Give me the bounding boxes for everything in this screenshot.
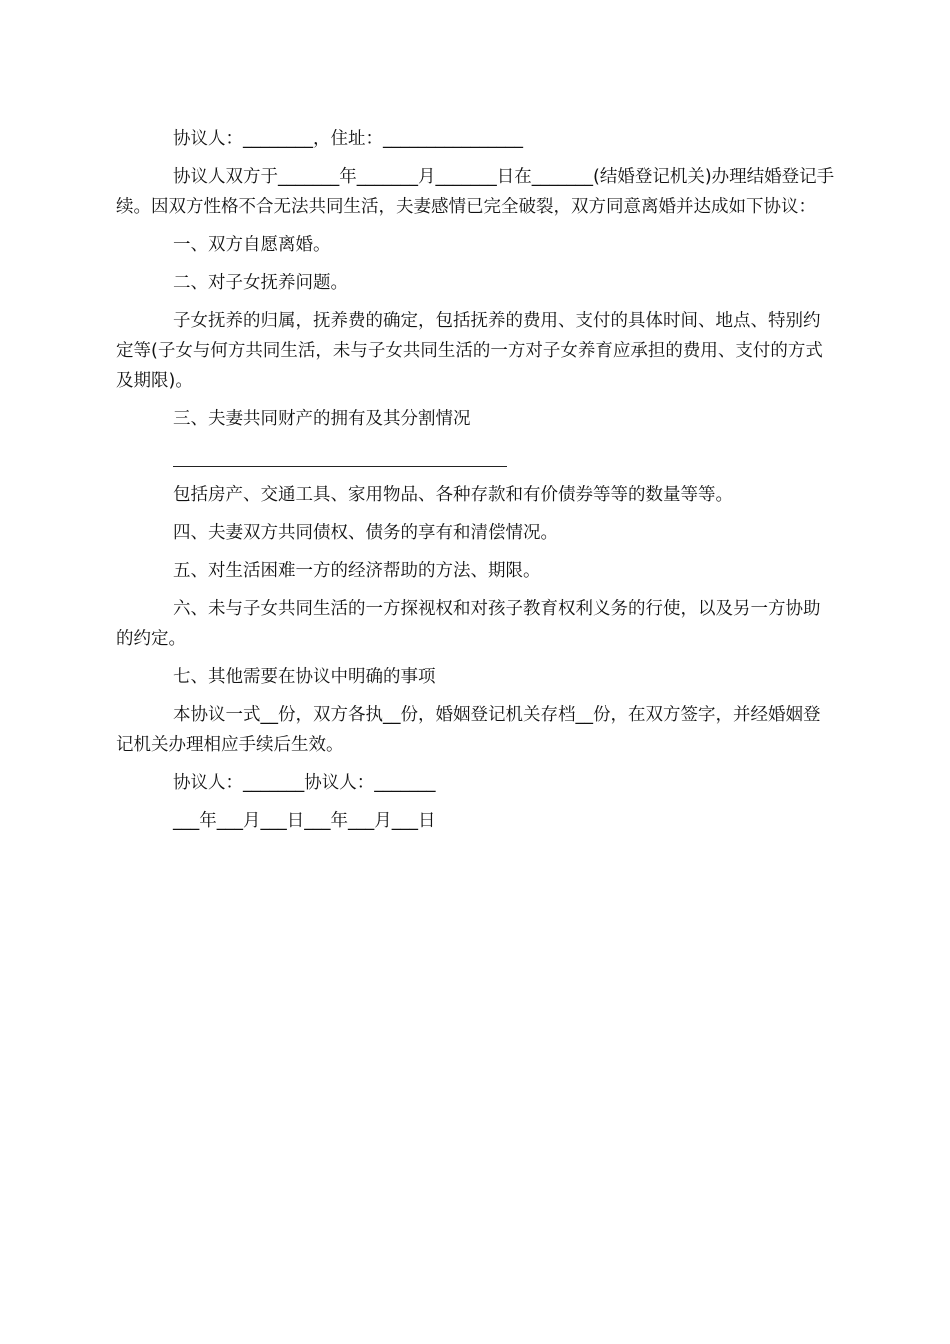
clause-4: 四、夫妻双方共同债权、债务的享有和清偿情况。 bbox=[173, 523, 558, 543]
clause-3-blank-row bbox=[116, 442, 836, 472]
date-line: ___年___月___日___年___月___日 bbox=[173, 811, 436, 831]
clause-5: 五、对生活困难一方的经济帮助的方法、期限。 bbox=[173, 561, 541, 581]
agreement-body bbox=[116, 124, 836, 844]
signature-line: 协议人：_______协议人：_______ bbox=[173, 773, 436, 793]
copies-paragraph: 本协议一式__份，双方各执__份，婚姻登记机关存档__份，在双方签字，并经婚姻登记机关办理相应手续后生效。 bbox=[116, 705, 821, 755]
clause-7: 七、其他需要在协议中明确的事项 bbox=[173, 667, 436, 687]
clause-6: 六、未与子女共同生活的一方探视权和对孩子教育权利义务的行使，以及另一方协助的约定。 bbox=[116, 599, 821, 649]
clause-2-detail: 子女抚养的归属，抚养费的确定，包括抚养的费用、支付的具体时间、地点、特别约定等(子女与何方共同生活，未与子女共同生活的一方对子女养育应承担的费用、支付的方式及期限)。 bbox=[116, 311, 823, 391]
clause-3-blank-line bbox=[173, 466, 507, 467]
clause-2: 二、对子女抚养问题。 bbox=[173, 273, 348, 293]
intro-paragraph: 协议人双方于_______年_______月_______日在_______(结婚登记机关)办理结婚登记手续。因双方性格不合无法共同生活，夫妻感情已完全破裂，双方同意离婚并达成如下协议： bbox=[116, 167, 835, 217]
clause-3: 三、夫妻共同财产的拥有及其分割情况 bbox=[173, 409, 471, 429]
header-party-address-line: 协议人：________，住址：________________ bbox=[173, 129, 523, 149]
clause-1: 一、双方自愿离婚。 bbox=[173, 235, 331, 255]
clause-3-detail: 包括房产、交通工具、家用物品、各种存款和有价债券等等的数量等等。 bbox=[173, 485, 733, 505]
